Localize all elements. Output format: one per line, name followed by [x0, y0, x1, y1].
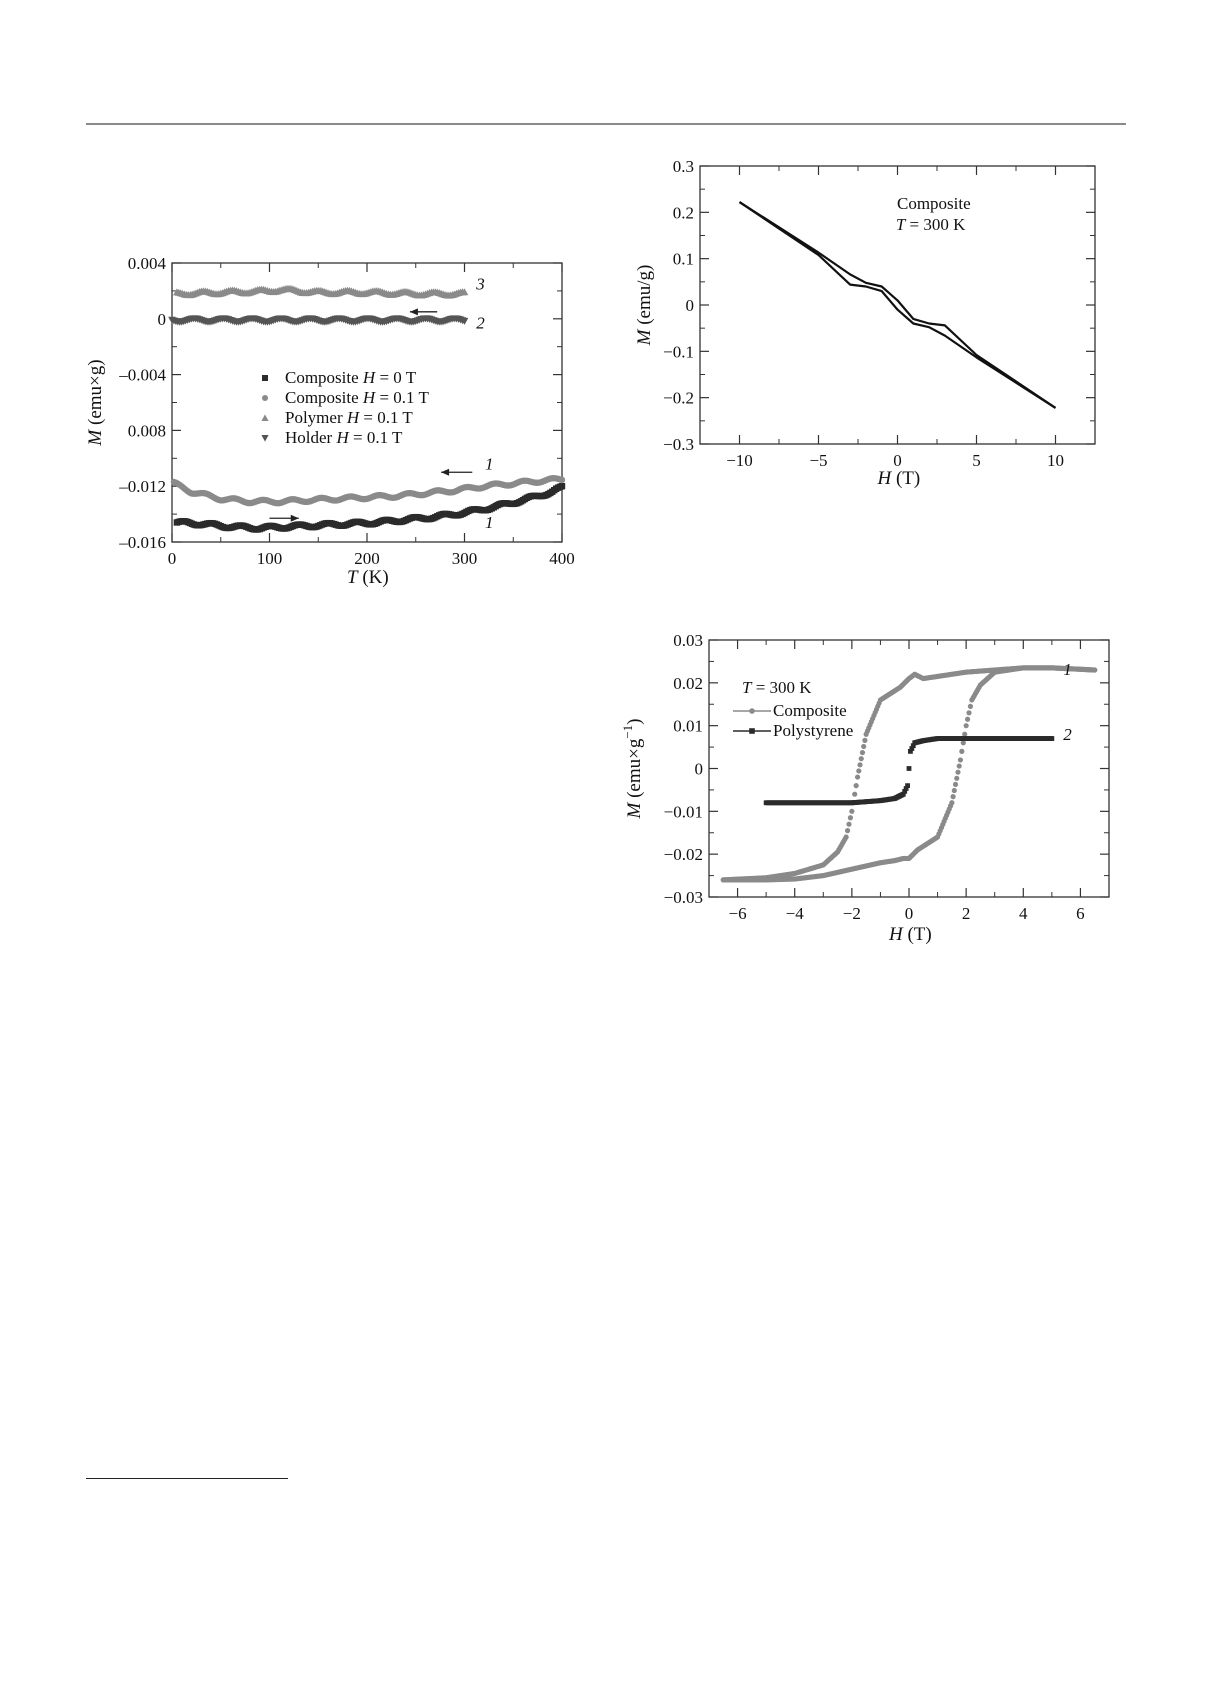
y-tick-label: 0 [694, 759, 703, 779]
annotation-composite: Composite [897, 194, 971, 214]
x-axis-title: H (T) [889, 924, 932, 945]
legend-entry: Composite H = 0.1 T [285, 388, 429, 407]
legend [261, 368, 429, 447]
y-tick-label: −0.02 [663, 845, 703, 865]
data-point [844, 834, 849, 839]
data-point [559, 483, 565, 489]
arrow-head [291, 515, 299, 522]
curve-label-1: 1 [1063, 659, 1072, 679]
y-tick-label: –0.012 [119, 477, 166, 497]
data-point [959, 749, 964, 754]
y-tick-label: 0.004 [127, 254, 166, 273]
data-point [957, 763, 962, 768]
series-2 [764, 736, 1055, 805]
x-axis-title: T (K) [347, 567, 389, 588]
x-tick-label: −4 [785, 904, 804, 923]
y-tick-label: 0.008 [127, 421, 166, 441]
data-point [845, 828, 850, 833]
curve-label-3: 3 [476, 274, 485, 294]
data-point [907, 766, 912, 771]
x-tick-label: −10 [726, 451, 753, 470]
data-point [862, 738, 867, 743]
data-point [854, 783, 859, 788]
legend-marker [749, 728, 755, 734]
data-point [860, 750, 865, 755]
legend-marker [262, 395, 268, 401]
y-tick-label: −0.1 [663, 342, 694, 362]
arrow-cooling-top [410, 308, 437, 315]
legend-marker [261, 435, 268, 442]
x-tick-label: −6 [728, 904, 747, 923]
data-point [849, 809, 854, 814]
arrow-cooling [441, 469, 472, 476]
legend [733, 701, 853, 740]
data-point [861, 744, 866, 749]
data-point [954, 776, 959, 781]
curve-label-1-lower: 1 [484, 513, 494, 533]
legend-entry: Composite H = 0 T [285, 368, 417, 387]
y-tick-label: 0 [157, 309, 166, 329]
data-point [859, 756, 864, 761]
x-axis-title: H (T) [877, 468, 921, 489]
data-point [953, 782, 958, 787]
legend-entry: Composite [773, 701, 847, 720]
series-0 [174, 483, 566, 533]
legend-marker [262, 375, 268, 381]
data-point [848, 815, 853, 820]
y-axis-title: M (emu/g) [634, 264, 655, 346]
legend-entry: Holder H = 0.1 T [285, 428, 403, 447]
x-tick-label: 400 [549, 549, 575, 568]
y-tick-label: 0.03 [673, 631, 703, 650]
y-tick-label: 0.01 [673, 716, 703, 736]
data-point [966, 710, 971, 715]
panel-field-dependence-composite [634, 157, 1095, 489]
data-point [965, 717, 970, 722]
data-point [856, 768, 861, 773]
x-tick-label: 0 [893, 451, 902, 470]
series-2 [173, 285, 468, 299]
x-tick-label: 0 [904, 904, 914, 923]
legend-marker [261, 414, 268, 421]
data-point [964, 723, 969, 728]
y-tick-label: −0.03 [663, 888, 703, 907]
legend-entry: Polystyrene [773, 721, 854, 740]
panel-temperature-dependence [85, 254, 575, 588]
series-3 [168, 315, 468, 325]
x-tick-label: 5 [972, 451, 981, 470]
data-point [852, 792, 857, 797]
y-tick-label: –0.016 [119, 533, 166, 552]
data-point [958, 757, 963, 762]
x-tick-label: 10 [1047, 451, 1064, 470]
y-axis-title: M $(emu\times g^{-1})$ [620, 718, 645, 819]
curve-label-2: 2 [1063, 725, 1072, 745]
legend-marker [749, 708, 755, 714]
x-tick-label: 6 [1076, 904, 1085, 923]
data-point [846, 822, 851, 827]
y-tick-label: −0.2 [663, 388, 694, 408]
x-tick-label: −2 [842, 904, 861, 923]
series-1 [721, 665, 1098, 882]
y-tick-label: −0.01 [663, 802, 703, 822]
x-tick-label: 0 [167, 549, 177, 568]
y-axis-title: M (emu×g) [85, 359, 106, 446]
curve-label-1-upper: 1 [484, 454, 494, 474]
annotation-temperature: T = 300 K [742, 678, 812, 697]
data-point [855, 774, 860, 779]
data-point [952, 788, 957, 793]
y-tick-label: 0 [685, 296, 694, 315]
y-tick-label: 0.3 [672, 157, 694, 176]
data-point [905, 783, 910, 788]
data-point [962, 732, 967, 737]
data-point [1049, 736, 1054, 741]
annotation-temperature: T = 300 K [895, 214, 966, 234]
arrow-head [441, 469, 449, 476]
x-tick-label: 200 [354, 549, 380, 568]
data-point [961, 740, 966, 745]
x-tick-label: 4 [1019, 904, 1028, 923]
y-tick-label: 0.2 [672, 203, 694, 223]
y-tick-label: –0.004 [119, 365, 166, 385]
data-point [969, 697, 974, 702]
panel-field-dependence-compare [620, 631, 1109, 945]
x-tick-label: −5 [809, 451, 828, 470]
data-point [559, 477, 565, 483]
x-tick-label: 300 [451, 549, 478, 568]
data-point [968, 704, 973, 709]
data-point [955, 770, 960, 775]
y-tick-label: 0.02 [673, 673, 703, 693]
x-tick-label: 2 [961, 904, 971, 923]
y-tick-label: 0.1 [672, 249, 694, 269]
y-tick-label: −0.3 [663, 435, 694, 454]
data-point [857, 762, 862, 767]
series-0 [721, 665, 1098, 882]
data-point [721, 877, 726, 882]
arrow-head [410, 308, 418, 315]
legend-entry: Polymer H = 0.1 T [285, 408, 413, 427]
data-point [950, 794, 955, 799]
curve-label-2: 2 [476, 313, 485, 333]
arrow-heating [270, 515, 299, 522]
x-tick-label: 100 [256, 549, 283, 568]
